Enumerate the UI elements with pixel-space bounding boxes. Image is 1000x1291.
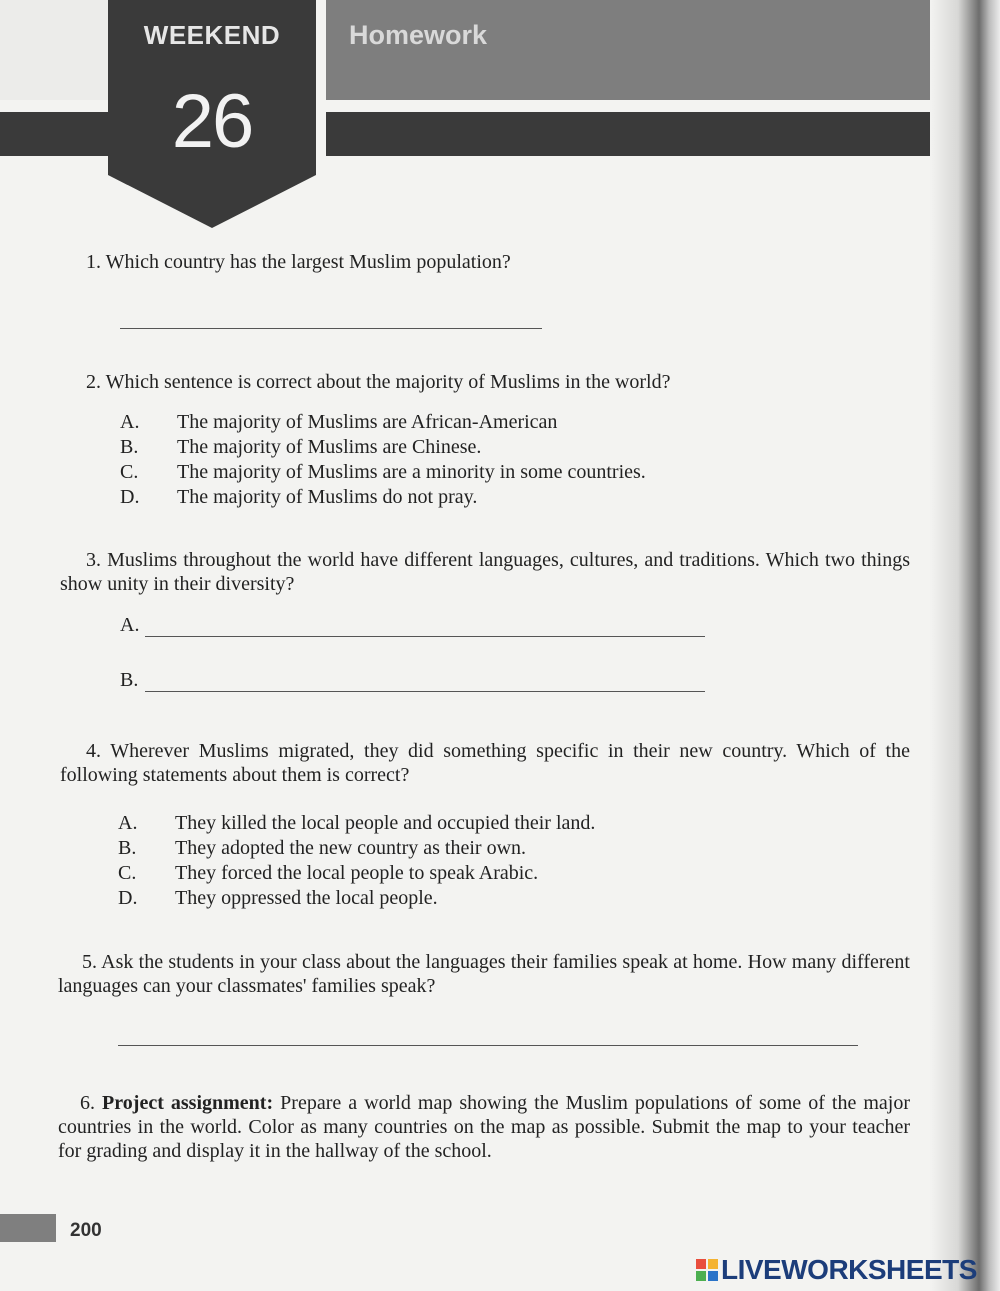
option-4a[interactable] — [118, 811, 595, 836]
question-1 — [86, 250, 511, 274]
option-letter: D. — [120, 486, 140, 508]
blank-3a-label: A. — [120, 614, 140, 636]
question-1-text: Which country has the largest Muslim population? — [105, 251, 511, 273]
blank-3b-label: B. — [120, 669, 139, 691]
option-4b[interactable] — [118, 836, 526, 861]
option-text: They forced the local people to speak Arabic. — [175, 862, 539, 884]
liveworksheets-logo — [696, 1254, 977, 1286]
option-text: They adopted the new country as their own. — [175, 837, 527, 859]
footer-page-tab — [0, 1214, 56, 1242]
question-3-text: Muslims throughout the world have different languages, cultures, and traditions. Which two things show unity in their diversity? — [60, 549, 910, 595]
option-letter: D. — [118, 887, 138, 909]
option-2a[interactable] — [120, 410, 557, 435]
option-2b[interactable] — [120, 435, 481, 460]
option-letter: A. — [118, 812, 138, 834]
answer-line-1[interactable] — [120, 328, 542, 329]
question-6 — [58, 1091, 910, 1163]
question-1-number: 1. — [86, 251, 101, 273]
question-3-number: 3. — [86, 549, 101, 571]
option-4d[interactable] — [118, 886, 438, 911]
page-binding-shadow — [930, 0, 1000, 1291]
option-2c[interactable] — [120, 460, 646, 485]
option-letter: C. — [120, 461, 139, 483]
option-text: They oppressed the local people. — [175, 887, 438, 909]
option-text: The majority of Muslims are a minority in some countries. — [177, 461, 646, 483]
option-text: They killed the local people and occupied their land. — [175, 812, 596, 834]
question-6-number: 6. — [80, 1092, 95, 1114]
header-dark-band-right — [326, 112, 954, 156]
question-2-number: 2. — [86, 371, 101, 393]
question-4 — [60, 739, 910, 787]
weekend-label: WEEKEND — [143, 20, 281, 50]
answer-line-3a[interactable] — [145, 636, 705, 637]
section-title: Homework — [349, 20, 488, 50]
question-2 — [86, 370, 670, 394]
option-text: The majority of Muslims are African-American — [177, 411, 558, 433]
option-4c[interactable] — [118, 861, 538, 886]
option-letter: A. — [120, 411, 140, 433]
question-4-text: Wherever Muslims migrated, they did something specific in their new country. Which of the following statements about them is correct? — [60, 740, 910, 786]
question-5-text: Ask the students in your class about the languages their families speak at home. How many different languages can your classmates' families speak? — [58, 951, 910, 997]
question-6-text: Prepare a world map showing the Muslim populations of some of the major countries in the world. Color as many countries on the map as possible. Submit the map to your teacher for grading and display it in the hallway of the school. — [58, 1092, 911, 1162]
option-letter: C. — [118, 862, 137, 884]
question-3 — [60, 548, 910, 596]
option-2d[interactable] — [120, 485, 477, 510]
question-5-number: 5. — [82, 951, 97, 973]
answer-line-5[interactable] — [118, 1045, 858, 1046]
question-6-lead: Project assignment: — [102, 1092, 274, 1114]
brand-name: LIVEWORKSHEETS — [721, 1254, 977, 1285]
header-dark-band-left — [0, 112, 108, 156]
question-5 — [58, 950, 910, 998]
page-number: 200 — [70, 1220, 102, 1241]
option-text: The majority of Muslims are Chinese. — [177, 436, 482, 458]
answer-line-3b[interactable] — [145, 691, 705, 692]
weekend-number: 26 — [171, 79, 253, 164]
option-letter: B. — [120, 436, 139, 458]
header-left-background — [0, 0, 108, 100]
question-2-text: Which sentence is correct about the majority of Muslims in the world? — [105, 371, 671, 393]
option-letter: B. — [118, 837, 137, 859]
option-text: The majority of Muslims do not pray. — [177, 486, 478, 508]
liveworksheets-logo-icon — [696, 1259, 718, 1281]
question-4-number: 4. — [86, 740, 101, 762]
